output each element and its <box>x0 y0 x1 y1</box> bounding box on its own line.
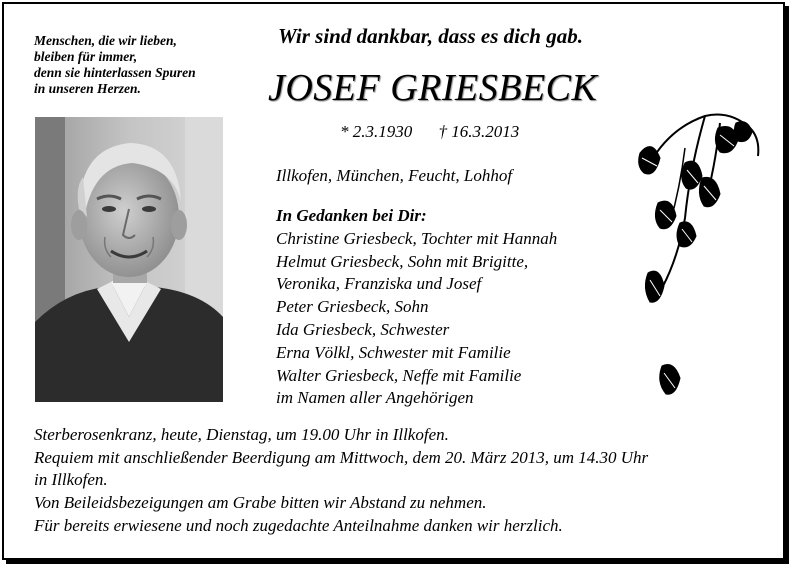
card-shadow-bottom <box>6 560 789 564</box>
death-date: † 16.3.2013 <box>438 122 520 141</box>
card-shadow-right <box>785 6 789 564</box>
mourner-line: Veronika, Franziska und Josef <box>276 274 482 294</box>
motto: Wir sind dankbar, dass es dich gab. <box>278 24 583 48</box>
mourners-list <box>276 205 557 410</box>
funeral-notice <box>34 424 774 538</box>
notice-line: in Illkofen. <box>34 470 108 490</box>
deceased-name: JOSEF GRIESBECK <box>268 67 598 109</box>
portrait-photo <box>35 117 223 402</box>
mourner-line: Walter Griesbeck, Neffe mit Familie <box>276 365 522 385</box>
leaf-branch-icon <box>630 108 765 408</box>
notice-line: Von Beileidsbezeigungen am Grabe bitten wir Abstand zu nehmen. <box>34 493 487 513</box>
poem <box>34 33 264 97</box>
poem-line: Menschen, die wir lieben, <box>34 33 177 48</box>
birth-date: * 2.3.1930 <box>340 122 413 141</box>
mourner-line: Peter Griesbeck, Sohn <box>276 297 429 317</box>
mourners-heading: In Gedanken bei Dir: <box>276 206 427 225</box>
mourner-line: Christine Griesbeck, Tochter mit Hannah <box>276 228 558 248</box>
places: Illkofen, München, Feucht, Lohhof <box>276 166 513 185</box>
poem-line: in unseren Herzen. <box>34 81 141 96</box>
mourner-line: Helmut Griesbeck, Sohn mit Brigitte, <box>276 251 529 271</box>
poem-line: denn sie hinterlassen Spuren <box>34 65 196 80</box>
life-dates <box>340 122 519 142</box>
mourner-line: Erna Völkl, Schwester mit Familie <box>276 342 511 362</box>
poem-line: bleiben für immer, <box>34 49 138 64</box>
notice-line: Requiem mit anschließender Beerdigung am Mittwoch, dem 20. März 2013, um 14.30 Uhr <box>34 447 649 467</box>
mourner-line: im Namen aller Angehörigen <box>276 388 474 408</box>
notice-line: Sterberosenkranz, heute, Dienstag, um 19.00 Uhr in Illkofen. <box>34 425 449 444</box>
mourner-line: Ida Griesbeck, Schwester <box>276 319 450 339</box>
notice-line: Für bereits erwiesene und noch zugedachte Anteilnahme danken wir herzlich. <box>34 515 563 535</box>
